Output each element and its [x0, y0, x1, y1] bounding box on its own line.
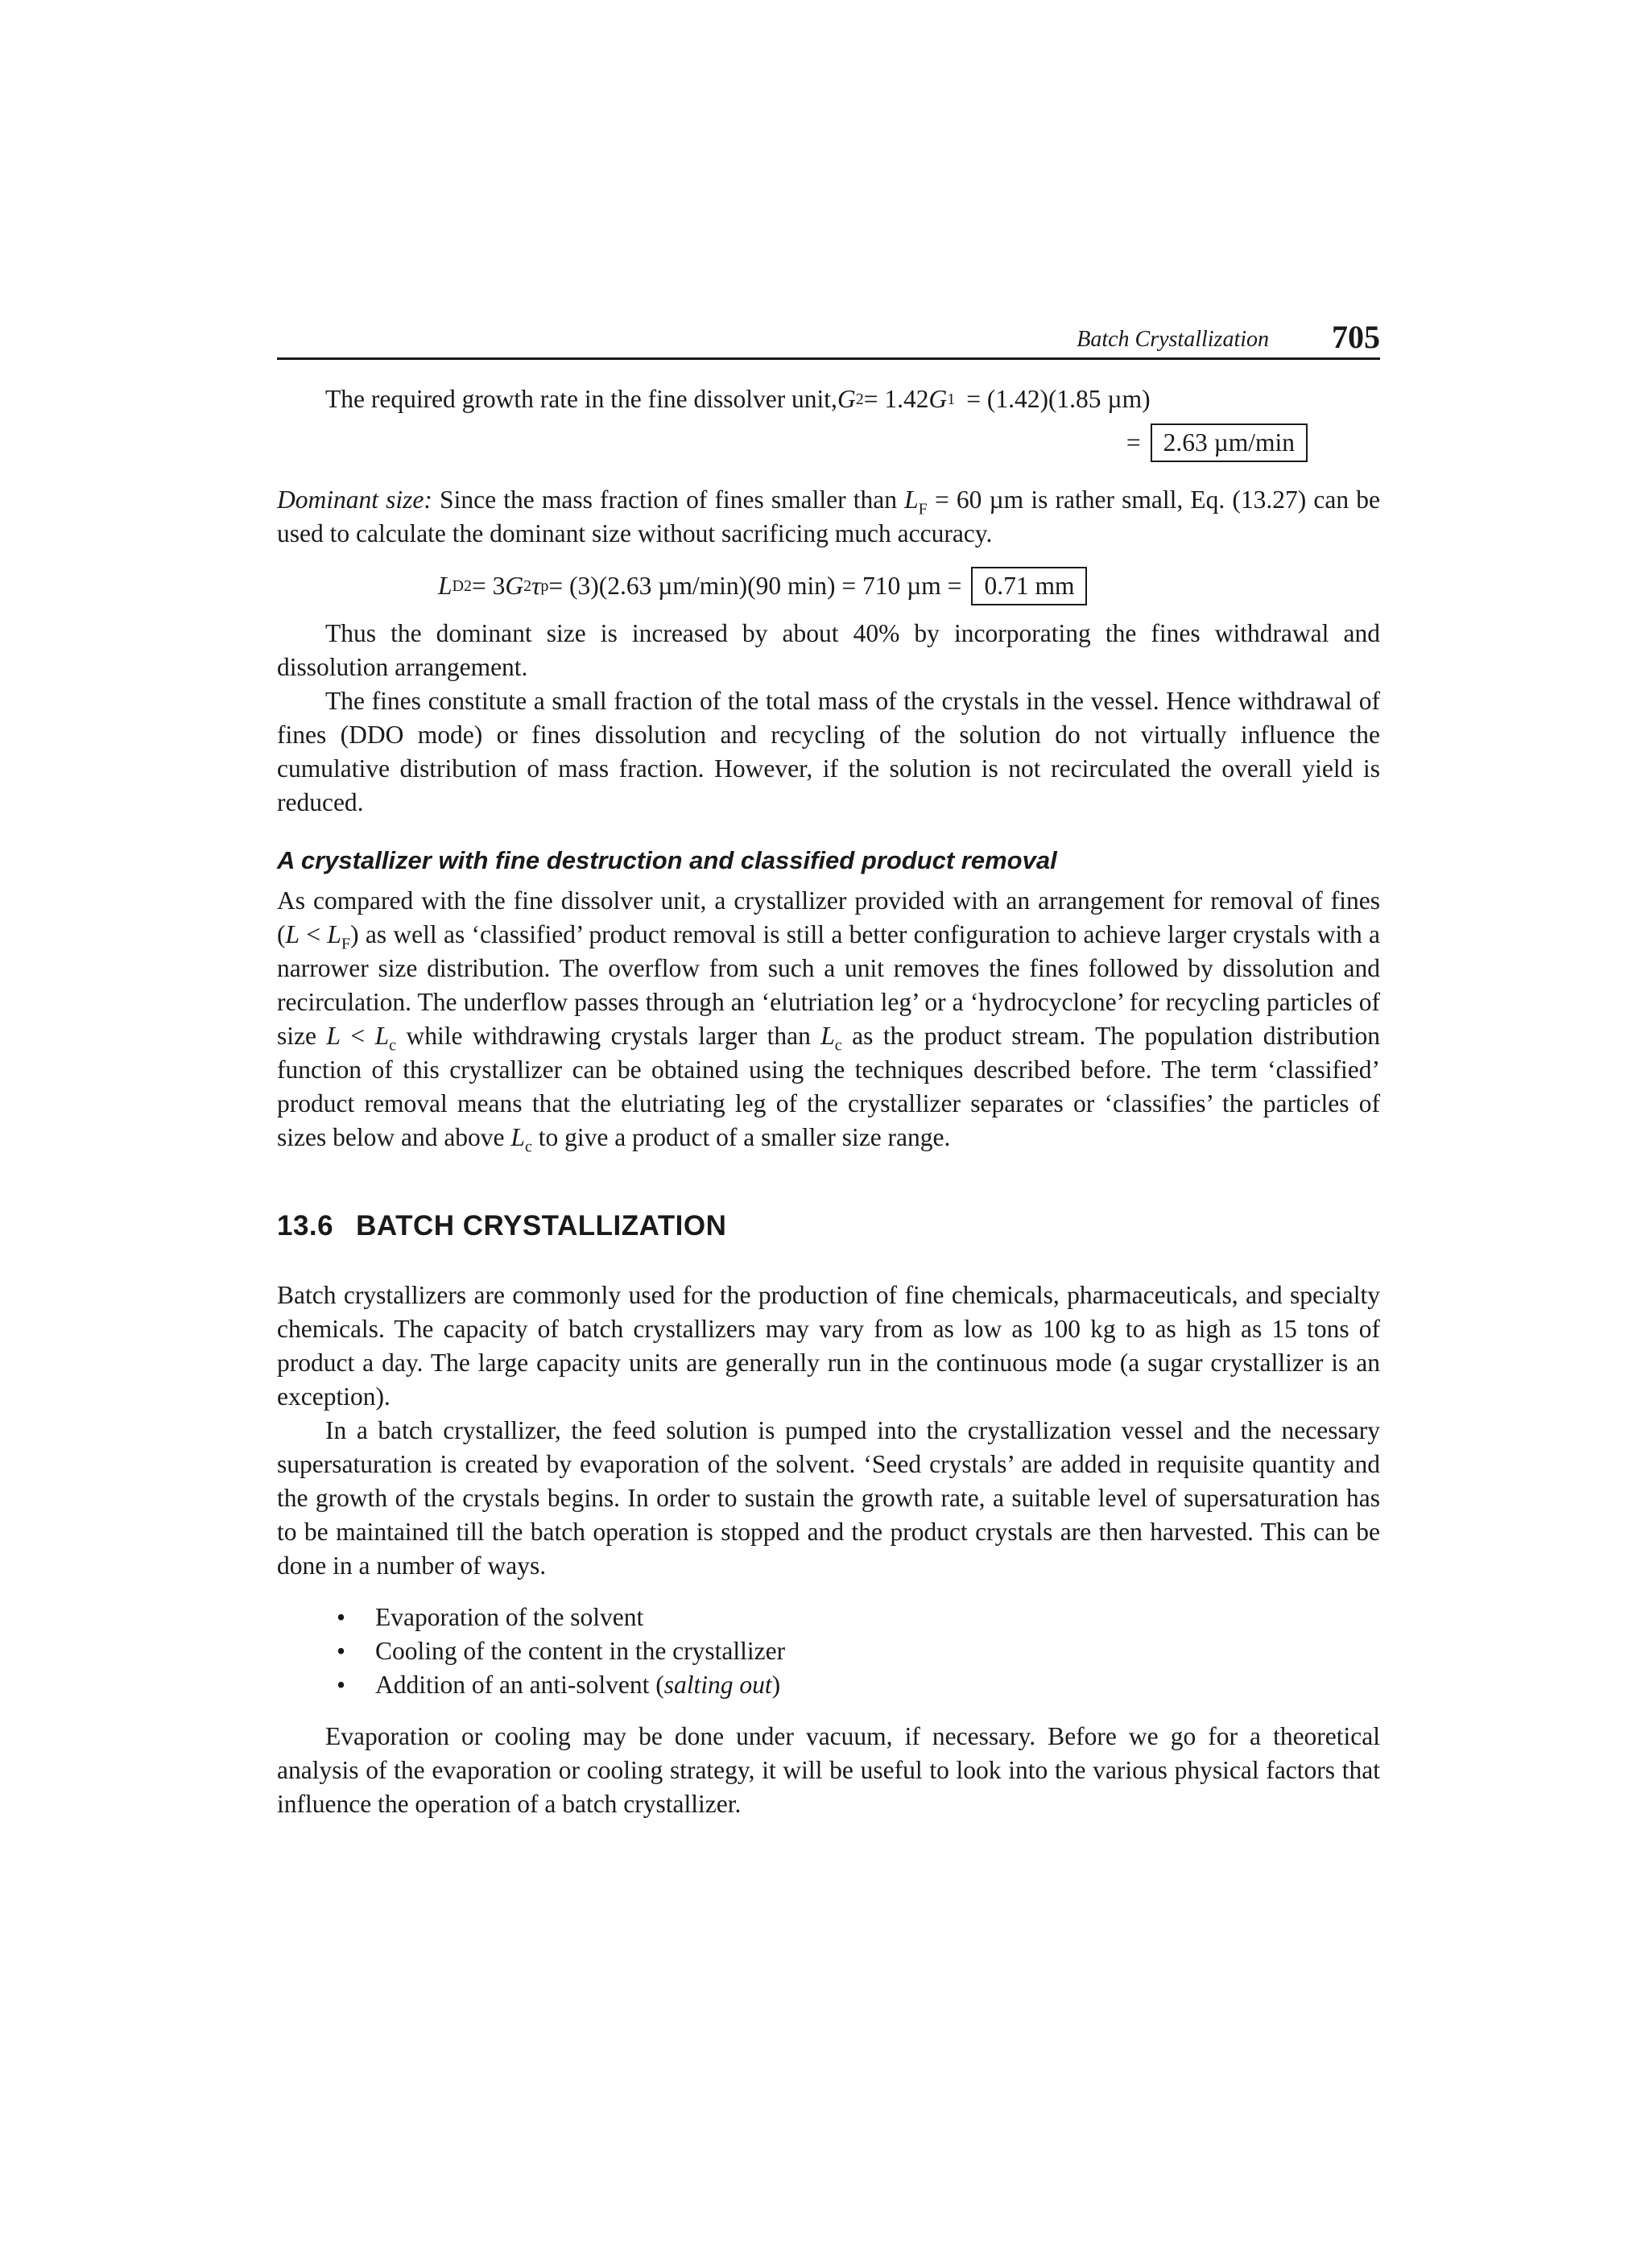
running-title: Batch Crystallization [1077, 327, 1269, 352]
section-number: 13.6 [277, 1210, 334, 1241]
bullet-icon: • [337, 1603, 346, 1631]
page-number: 705 [1332, 319, 1380, 355]
growth-rate-equation: The required growth rate in the fine dissolver unit, G 2 = 1.42 G 1 = (1.42)(1.85 µm) [325, 385, 1151, 413]
dominant-size-boxed-answer: 0.71 mm [971, 567, 1087, 605]
subheading-classified-removal: A crystallizer with fine destruction and classified product removal [277, 846, 1057, 874]
dominant-size-paragraph: Dominant size: Since the mass fraction of fines smaller than $L_F = 60$ µm is rather small, Eq. (13.27) can be used to calculate the dominant size without sacrificing much accuracy. [277, 485, 1380, 547]
paragraph-final: Evaporation or cooling may be done under vacuum, if necessary. Before we go for a theoretical analysis of the evaporation or cooling strategy, it will be useful to look into the various physical factors that influence the operation of a batch crystallizer. [277, 1722, 1380, 1818]
list-item: • Evaporation of the solvent [277, 1601, 1380, 1634]
list-item: • Cooling of the content in the crystallizer [277, 1634, 1380, 1668]
section-title: BATCH CRYSTALLIZATION [356, 1210, 727, 1241]
bullet-icon: • [337, 1671, 346, 1699]
paragraph-fines: The fines constitute a small fraction of the total mass of the crystals in the vessel. Hence withdrawal of fines (DDO mode) or fines dissolution and recycling of the solution do not virtually influence the cumulative distribution of mass fraction. However, if the solution is not recirculated the overall yield is reduced. [277, 687, 1380, 816]
growth-rate-result: = 2.63 µm/min [277, 420, 1380, 465]
dominant-size-equation: L D2 = 3 G 2 τ p = (3)(2.63 µm/min)(90 min) = 710 µm = 0.71 mm [277, 562, 1380, 610]
growth-rate-boxed-answer: 2.63 µm/min [1151, 423, 1308, 462]
list-item: • Addition of an anti-solvent (salting out) [277, 1668, 1380, 1702]
paragraph-batch-process: In a batch crystallizer, the feed solution is pumped into the crystallization vessel and the necessary supersaturation is created by evaporation of the solvent. ‘Seed crystals’ are added in requisite quantity and the growth of the crystals begins. In order to sustain the growth rate, a suitable level of supersaturation has to be maintained till the batch operation is stopped and the product crystals are then harvested. This can be done in a number of ways. [277, 1416, 1380, 1580]
paragraph-thus: Thus the dominant size is increased by about 40% by incorporating the fines withdrawal and dissolution arrangement. [277, 619, 1380, 681]
methods-list [277, 1601, 1380, 1702]
page-body [277, 378, 1380, 1821]
section-heading [277, 1209, 1380, 1243]
paragraph-batch-intro: Batch crystallizers are commonly used for the production of fine chemicals, pharmaceuticals, and specialty chemicals. The capacity of batch crystallizers may vary from as low as 100 kg to as high as 15 tons of product a day. The large capacity units are generally run in the continuous mode (a sugar crystallizer is an exception). [277, 1281, 1380, 1411]
paragraph-classified-removal: As compared with the fine dissolver unit, a crystallizer provided with an arrangement for removal of fines $(L < L_F)$ as well as ‘classified’ product removal is still a better configuration to achieve larger crystals with a narrower size distribution. The overflow from such a unit removes the fines followed by dissolution and recirculation. The underflow passes through an ‘elutriation leg’ or a ‘hydrocyclone’ for recycling particles of size $L < L_c$ while withdrawing crystals larger than $L_c$ as the product stream. The population distribution function of this crystallizer can be obtained using the techniques described before. The term ‘classified’ product removal means that the elutriating leg of the crystallizer separates or ‘classifies’ the particles of sizes below and above $L_c$ to give a product of a smaller size range. [277, 886, 1380, 1156]
bullet-icon: • [337, 1637, 346, 1665]
running-head [277, 316, 1380, 360]
dominant-size-label: Dominant size: [277, 485, 432, 514]
